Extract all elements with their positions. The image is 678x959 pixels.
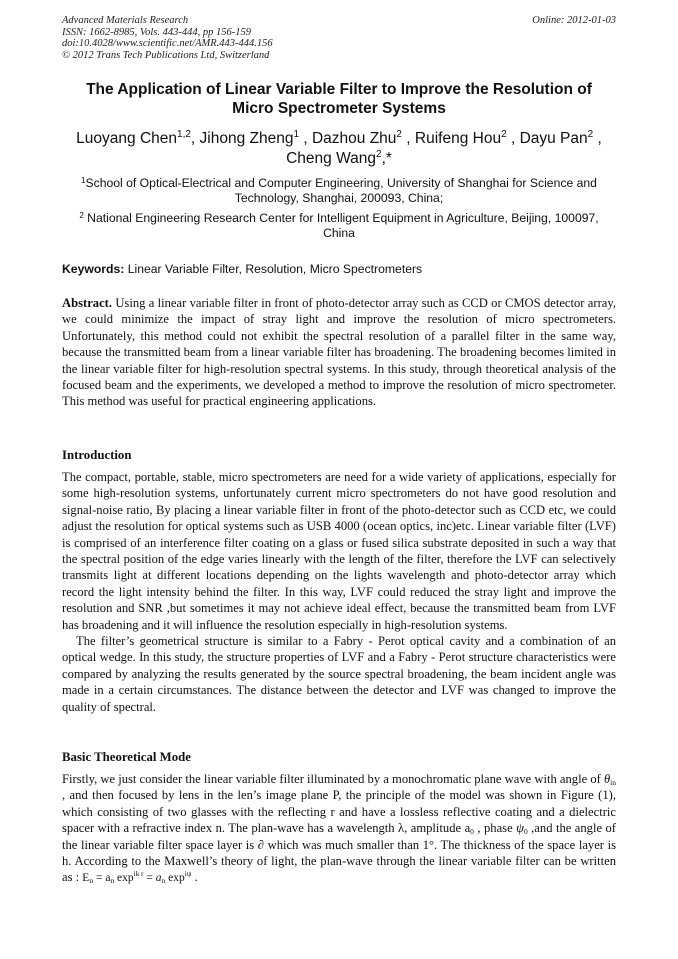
- keywords-label: Keywords:: [62, 262, 125, 276]
- journal-name: Advanced Materials Research: [62, 15, 189, 26]
- author-affil-mark: 1,2: [177, 129, 191, 140]
- author-list: Luoyang Chen$^{1,2}$, Jihong Zheng$^1$ , Dazhou Zhu$^2$ , Ruifeng Hou$^2$ , Dayu Pan$^2$ , Cheng Wang$^2$,*: [76, 129, 602, 167]
- corresponding-mark: ,*: [381, 150, 392, 167]
- phase-symbol: ψ: [516, 821, 524, 836]
- title-line-2: Micro Spectrometer Systems: [232, 100, 446, 117]
- theory-heading: Basic Theoretical Mode: [62, 750, 191, 764]
- affiliation-1: [62, 176, 616, 206]
- introduction-paragraph-1: The compact, portable, stable, micro spectrometers are need for a wide variety of applications, especially for some high-resolution systems, unfortunately current micro spectrometers do not have good resolution and signal-noise ratio, By placing a linear variable filter in front of the photo-detector such as CCD etc, we could adjust the resolution for optical systems such as USB 4000 (ocean optics, inc)etc. Linear variable filter (LVF) is comprised of an interference filter coating on a glass or fused silica substrate deposited in such a way that the spectral position of the edge varies linearly with the length of the filter, therefore the LVF can selectively transmits light at different locations depending on the lights wavelength and photo-detector array which record the light intensity behind the filter. In this way, LVF could reduced the stray light and improve the resolution and SNR ,but sometimes it may not achieve ideal effect, because the transmitted beam from LVF has broadening and it will influence the resolution especially in high-resolution systems.: [62, 470, 616, 632]
- affiliation-2: [62, 211, 616, 241]
- author-affil-mark: 2: [396, 129, 402, 140]
- introduction-paragraph-2: The filter’s geometrical structure is similar to a Fabry - Perot optical cavity and a combination of an optical wedge. In this study, the structure properties of LVF and a Fabry - Perot structure characteristics were compared by analyzing the results generated by the source spectral broadening, the beam incident angle was made in a certain circumstances. The distance between the detector and LVF was changed to improve the quality of spectral.: [62, 634, 616, 714]
- affil-mark: 2: [79, 211, 84, 220]
- eq-part: =: [143, 872, 156, 885]
- affil-text: National Engineering Research Center for Intelligent Equipment in Agriculture, Beijing, 100097, China: [87, 211, 599, 240]
- eq-superscript: iψ: [184, 869, 192, 879]
- field-equation: [82, 869, 192, 886]
- issn-line: ISSN: 1662-8985, Vols. 443-444, pp 156-159: [62, 26, 251, 38]
- eq-part: = a: [93, 872, 111, 885]
- keywords-text: Linear Variable Filter, Resolution, Micro Spectrometers: [127, 262, 423, 276]
- doi-line: doi:10.4028/www.scientific.net/AMR.443-444.156: [62, 38, 273, 49]
- eq-superscript: ik r: [133, 869, 144, 879]
- theory-text: , phase: [473, 821, 517, 836]
- introduction-heading: Introduction: [62, 448, 132, 462]
- copyright-line: © 2012 Trans Tech Publications Ltd, Switzerland: [62, 49, 270, 61]
- eq-part: exp: [165, 872, 185, 885]
- keywords: [62, 262, 616, 277]
- title-line-1: The Application of Linear Variable Filter to Improve the Resolution of: [86, 81, 592, 98]
- introduction-body: [62, 469, 616, 715]
- theta-subscript: in: [610, 778, 616, 787]
- theory-text: , and then focused by lens in the len’s image plane P, the principle of the model was shown in Figure (1), which consisting of two glasses with the reflecting r and have a lossless reflective coating and a dielectric spacer with a refractive index n. The plan-wave has a wavelength λ, amplitude: [62, 788, 616, 836]
- author-affil-mark: 2: [587, 129, 594, 140]
- affil-text: School of Optical-Electrical and Computer Engineering, University of Shanghai for Science and Technology, Shanghai, 200093, China;: [85, 176, 597, 205]
- author-affil-mark: 1: [293, 129, 300, 140]
- paper-title: [62, 80, 616, 118]
- author-name: Dayu Pan: [519, 130, 588, 147]
- abstract-label: Abstract.: [62, 296, 113, 310]
- theory-text: Firstly, we just consider the linear variable filter illuminated by a monochromatic plane wave with angle of: [62, 772, 604, 786]
- eq-E: E: [82, 872, 90, 885]
- journal-header: [62, 15, 616, 61]
- phase-subscript: 0: [523, 827, 528, 837]
- amplitude-symbol: a: [464, 821, 471, 836]
- eq-part: a: [155, 872, 162, 885]
- theory-text: ,and the angle of the linear variable filter space layer is ∂ which was much smaller than 1°. The thickness of the space layer is h. According to the Maxwell’s theory of light, the plan-wave through the linear variable filter can be written as :: [62, 821, 617, 885]
- amplitude-subscript: 0: [470, 827, 474, 837]
- author-name: Dazhou Zhu: [311, 130, 397, 147]
- theory-body: [62, 771, 616, 887]
- author-affil-mark: 2: [501, 129, 507, 140]
- author-name: Ruifeng Hou: [414, 130, 502, 147]
- affil-mark: 1: [81, 176, 86, 185]
- eq-end: .: [191, 870, 198, 885]
- eq-part: exp: [114, 872, 134, 885]
- author-affil-mark: 2: [376, 149, 382, 160]
- abstract: [62, 295, 616, 410]
- online-date: Online: 2012-01-03: [532, 15, 616, 26]
- author-name: Jihong Zheng: [199, 130, 294, 147]
- author-name: Cheng Wang: [286, 150, 376, 167]
- eq-subscript: n: [161, 876, 166, 886]
- author-name: Luoyang Chen: [76, 130, 178, 147]
- abstract-text: Using a linear variable filter in front of photo-detector array such as CCD or CMOS detector array, we could minimize the impact of stray light and improve the resolution of micro spectrometers. Unfortunately, this method could not exhibit the spectral resolution of a parallel filter in the same way, because the transmitted beam from a linear variable filter has broadening. The broadening becomes limited in the linear variable filter for high-resolution spectral systems. In this study, through theoretical analysis of the focused beam and the experiments, we developed a method to improve the resolution of micro spectrometer. This method was useful for practical engineering applications.: [62, 296, 616, 409]
- eq-subscript: n: [89, 876, 94, 886]
- eq-subscript: n: [110, 876, 115, 886]
- theta-symbol: θ: [603, 772, 611, 786]
